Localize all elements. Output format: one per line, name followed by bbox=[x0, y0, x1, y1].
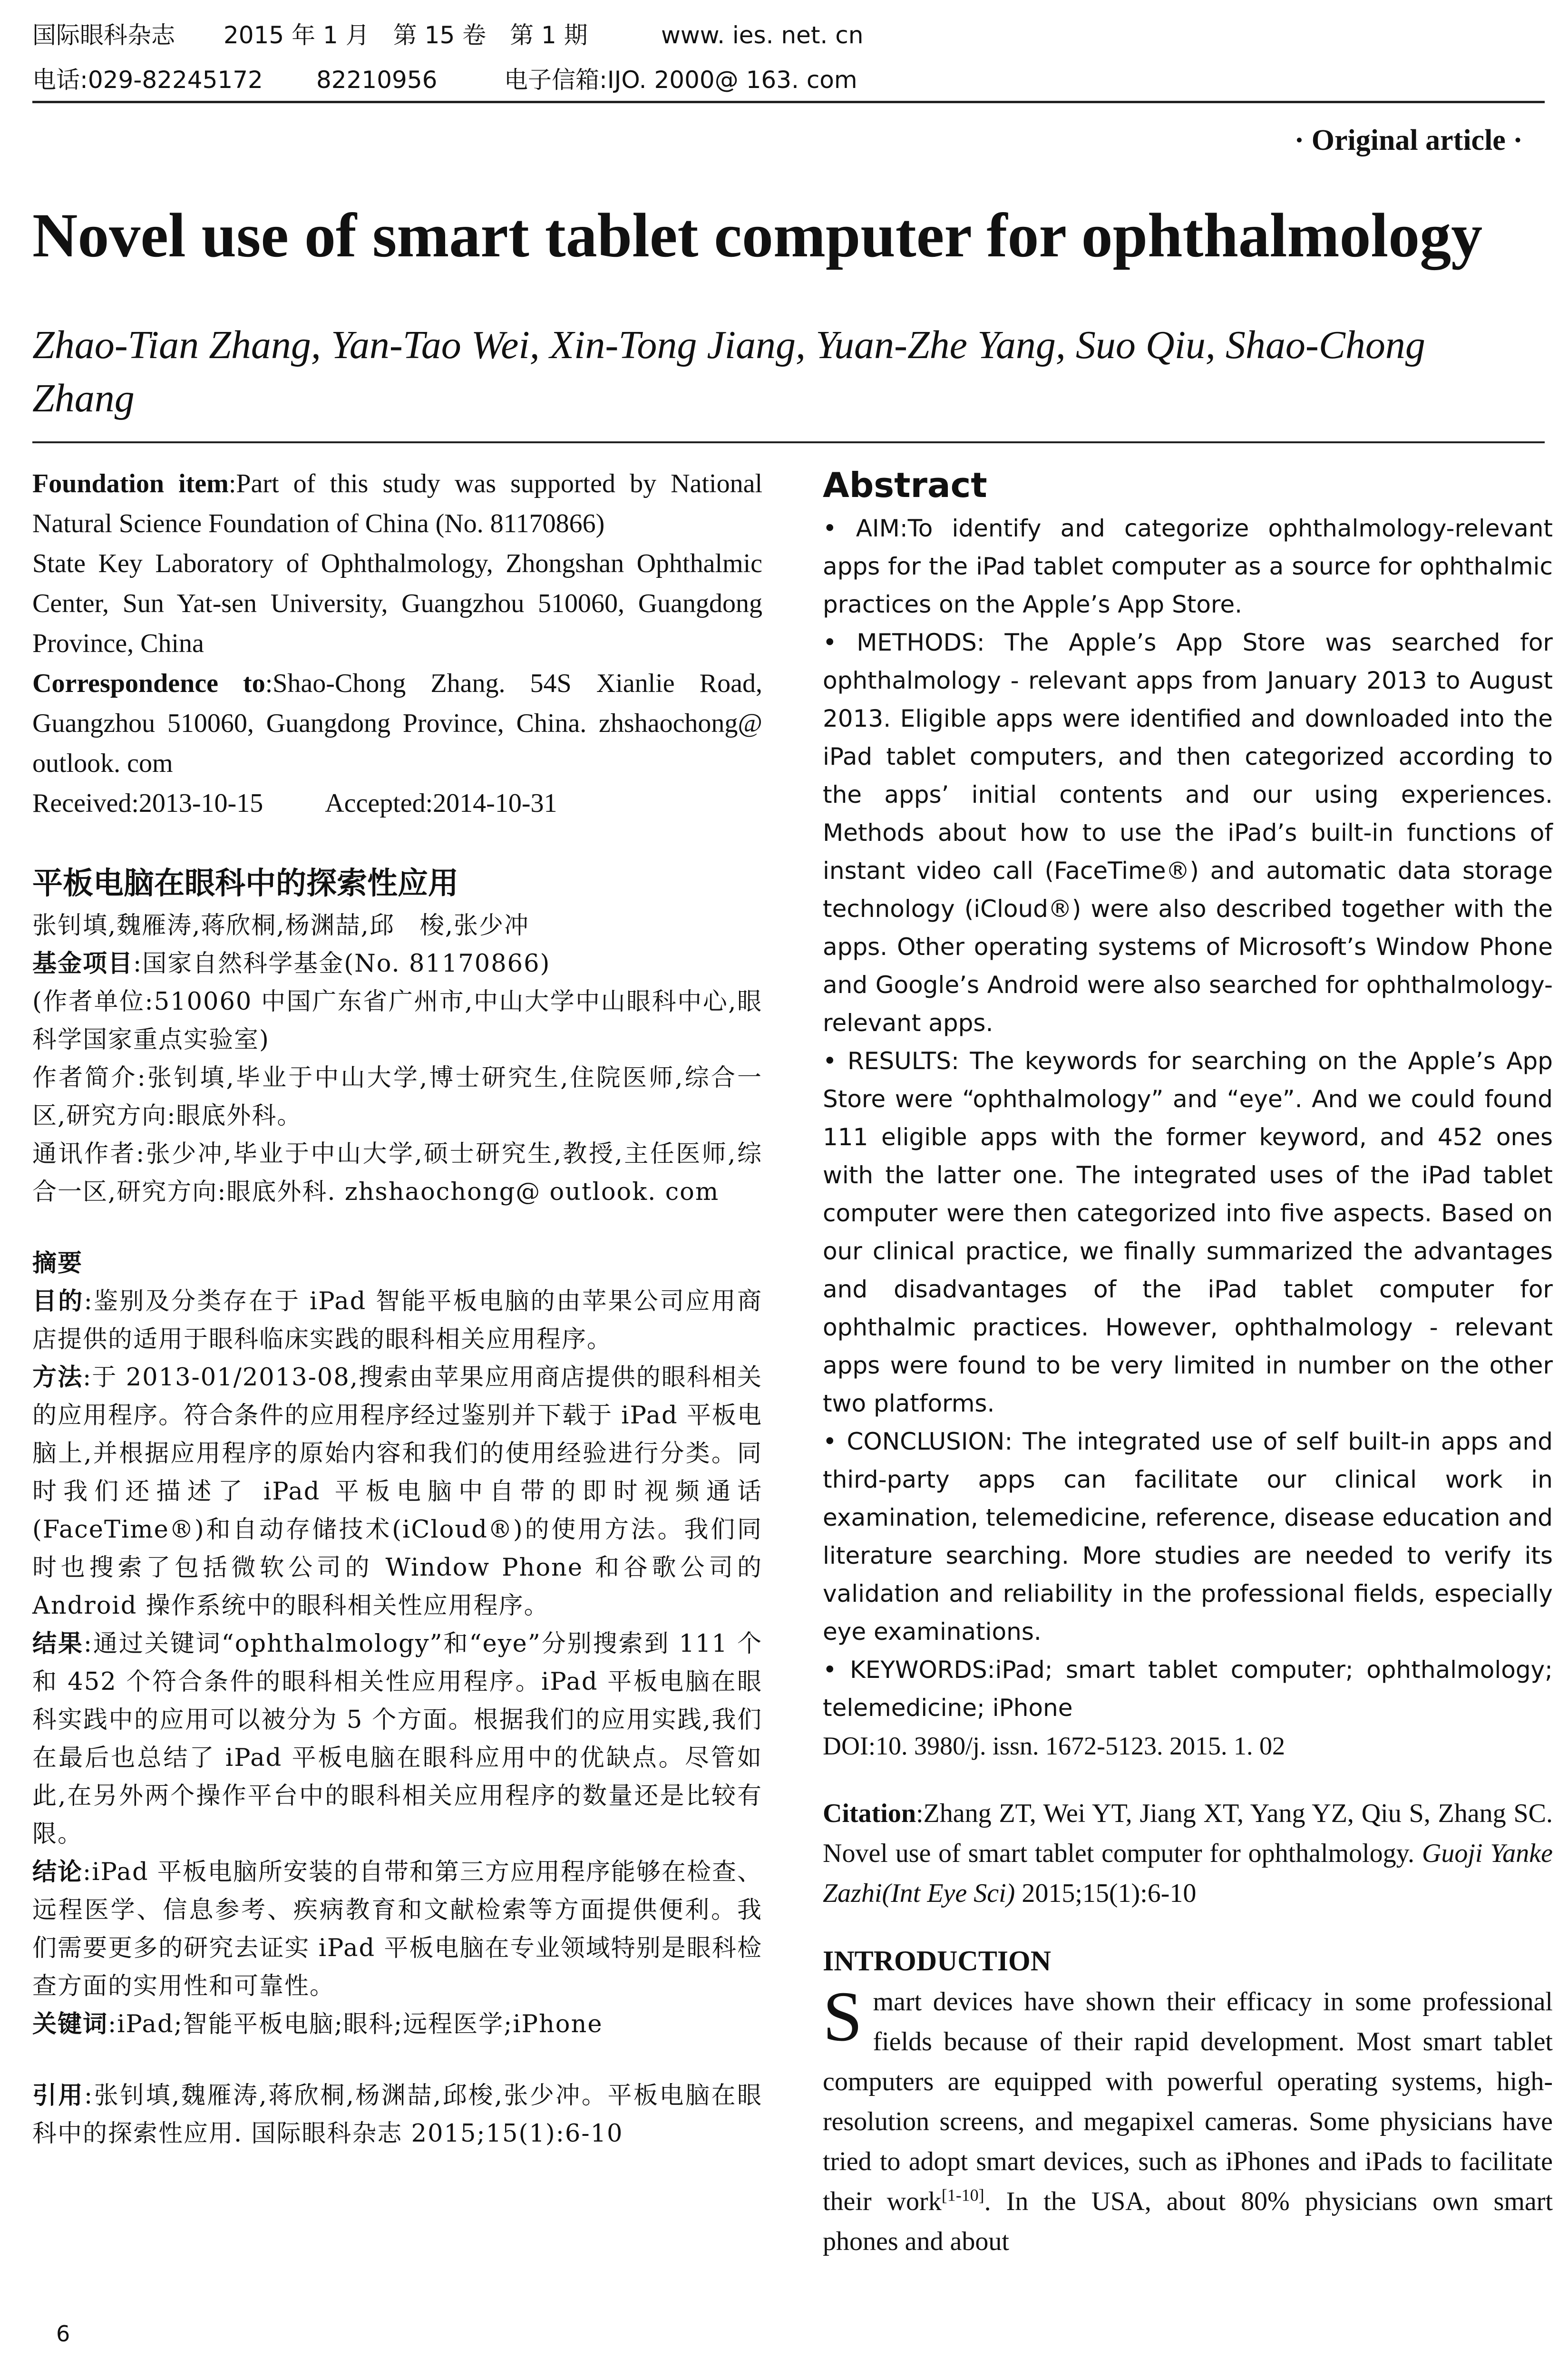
journal-email[interactable]: 电子信箱:IJO. 2000@ 163. com bbox=[504, 66, 857, 94]
abstract-title: Abstract bbox=[823, 465, 987, 505]
correspondence: Correspondence to:Shao-Chong Zhang. 54S Xianlie Road, Guangzhou 510060, Guangdong Province, China. zhshaochong@ outlook. com bbox=[32, 669, 762, 778]
page-number: 6 bbox=[56, 2321, 70, 2347]
introduction-heading: INTRODUCTION bbox=[823, 1945, 1052, 1977]
abstract-keywords: • KEYWORDS:iPad; smart tablet computer; ophthalmology; telemedicine; iPhone bbox=[823, 1656, 1553, 1722]
zh-bio: 作者简介:张钊填,毕业于中山大学,博士研究生,住院医师,综合一区,研究方向:眼底外科。 bbox=[32, 1064, 762, 1130]
affiliation: State Key Laboratory of Ophthalmology, Zhongshan Ophthalmic Center, Sun Yat-sen University, Guangzhou 510060, Guangdong Province, China bbox=[32, 549, 762, 658]
citation: Citation:Zhang ZT, Wei YT, Jiang XT, Yang YZ, Qiu S, Zhang SC. Novel use of smart tablet computer for ophthalmology. Guoji Yanke Zazhi(Int Eye Sci) 2015;15(1):6-10 bbox=[823, 1799, 1553, 1908]
dates bbox=[32, 783, 762, 823]
zh-results: 结果:通过关键词“ophthalmology”和“eye”分别搜索到 111 个和 452 个符合条件的眼科相关性应用程序。iPad 平板电脑在眼科实践中的应用可以被分为 5 个方面。根据我们的应用实践,我们在最后也总结了 iPad 平板电脑在眼科应用中的优缺点。尽管如此,在另外两个操作平台中的眼科相关应用程序的数量还是比较有限。 bbox=[32, 1630, 762, 1848]
title-rule bbox=[32, 441, 1545, 443]
zh-citation: 引用:张钊填,魏雁涛,蒋欣桐,杨渊喆,邱梭,张少冲。平板电脑在眼科中的探索性应用. 国际眼科杂志 2015;15(1):6-10 bbox=[32, 2082, 762, 2148]
journal-website[interactable]: www. ies. net. cn bbox=[661, 21, 864, 49]
chinese-section bbox=[32, 863, 762, 2153]
zh-abstract-title: 摘要 bbox=[32, 1249, 83, 1277]
zh-objective: 目的:鉴别及分类存在于 iPad 智能平板电脑的由苹果公司应用商店提供的适用于眼科临床实践的眼科相关应用程序。 bbox=[32, 1287, 762, 1354]
zh-contact: 通讯作者:张少冲,毕业于中山大学,硕士研究生,教授,主任医师,综合一区,研究方向:眼底外科. zhshaochong@ outlook. com bbox=[32, 1140, 762, 1206]
issue-info: 2015 年 1 月 第 15 卷 第 1 期 bbox=[224, 21, 588, 49]
drop-cap: S bbox=[823, 1977, 863, 2056]
zh-conclusion: 结论:iPad 平板电脑所安装的自带和第三方应用程序能够在检查、远程医学、信息参考、疾病教育和文献检索等方面提供便利。我们需要更多的研究去证实 iPad 平板电脑在专业领域特别是眼科检查方面的实用性和可靠性。 bbox=[32, 1858, 762, 2000]
journal-phone: 电话:029-82245172 bbox=[32, 66, 263, 94]
abstract-results: • RESULTS: The keywords for searching on the Apple’s App Store were “ophthalmology” and “eye”. And we could found 111 eligible apps with the former keyword, and 452 ones with the latter one. The integrated uses of the iPad tablet computer were then categorized into five aspects. Based on our clinical practice, we finally summarized the advantages and disadvantages of the iPad tablet computer for ophthalmic practices. However, ophthalmology - relevant apps were found to be very limited in number on the other two platforms. bbox=[823, 1047, 1553, 1417]
zh-fund: 基金项目:国家自然科学基金(No. 81170866) bbox=[32, 950, 551, 978]
zh-title: 平板电脑在眼科中的探索性应用 bbox=[32, 866, 458, 901]
zh-authors: 张钊填,魏雁涛,蒋欣桐,杨渊喆,邱 梭,张少冲 bbox=[32, 912, 530, 940]
journal-phone-2: 82210956 bbox=[316, 66, 438, 94]
article-info bbox=[32, 464, 762, 823]
introduction-text: Smart devices have shown their efficacy in some professional fields because of their rapid development. Most smart tablet computers are equipped with powerful operating systems, high-resolution screens, and megapixel cameras. Some physicians have tried to adopt smart devices, such as iPhones and iPads to facilitate their work[1-10]. In the USA, about 80% physicians own smart phones and about bbox=[823, 1977, 1553, 2256]
journal-name: 国际眼科杂志 bbox=[32, 21, 175, 49]
abstract-methods: • METHODS: The Apple’s App Store was searched for ophthalmology - relevant apps from January 2013 to August 2013. Eligible apps were identified and downloaded into the iPad tablet computers, and then categorized according to the apps’ initial contents and our using experiences. Methods about how to use the iPad’s built-in functions of instant video call (FaceTime®) and automatic data storage technology (iCloud®) were also described together with the apps. Other operating systems of Microsoft’s Window Phone and Google’s Android were also searched for ophthalmology-relevant apps. bbox=[823, 629, 1553, 1037]
received-date: Received:2013-10-15 bbox=[32, 789, 263, 818]
doi[interactable]: DOI:10. 3980/j. issn. 1672-5123. 2015. 1. 02 bbox=[823, 1732, 1285, 1760]
accepted-date: Accepted:2014-10-31 bbox=[325, 789, 557, 818]
foundation-item: Foundation item:Part of this study was supported by National Natural Science Foundation of China (No. 81170866) bbox=[32, 469, 762, 538]
author-list: Zhao-Tian Zhang, Yan-Tao Wei, Xin-Tong Jiang, Yuan-Zhe Yang, Suo Qiu, Shao-Chong Zhang bbox=[32, 323, 1425, 420]
zh-methods: 方法:于 2013-01/2013-08,搜索由苹果应用商店提供的眼科相关的应用程序。符合条件的应用程序经过鉴别并下载于 iPad 平板电脑上,并根据应用程序的原始内容和我们的使用经验进行分类。同时我们还描述了 iPad 平板电脑中自带的即时视频通话(FaceTime®)和自动存储技术(iCloud®)的使用方法。我们同时也搜索了包括微软公司的 Window Phone 和谷歌公司的 Android 操作系统中的眼科相关性应用程序。 bbox=[32, 1364, 762, 1620]
english-abstract bbox=[823, 464, 1553, 2261]
reference-citation[interactable]: [1-10] bbox=[941, 2185, 984, 2205]
abstract-conclusion: • CONCLUSION: The integrated use of self built-in apps and third-party apps can facilitate our clinical work in examination, telemedicine, reference, disease education and literature searching. More studies are needed to verify its validation and reliability in the professional fields, especially eye examinations. bbox=[823, 1428, 1553, 1646]
abstract-aim: • AIM:To identify and categorize ophthalmology-relevant apps for the iPad tablet computer as a source for ophthalmic practices on the Apple’s App Store. bbox=[823, 515, 1553, 618]
paper-title: Novel use of smart tablet computer for ophthalmology bbox=[32, 200, 1483, 270]
header-rule bbox=[32, 101, 1545, 103]
article-type: · Original article · bbox=[1294, 124, 1523, 156]
zh-unit: (作者单位:510060 中国广东省广州市,中山大学中山眼科中心,眼科学国家重点实验室) bbox=[32, 988, 762, 1054]
zh-keywords: 关键词:iPad;智能平板电脑;眼科;远程医学;iPhone bbox=[32, 2010, 603, 2038]
